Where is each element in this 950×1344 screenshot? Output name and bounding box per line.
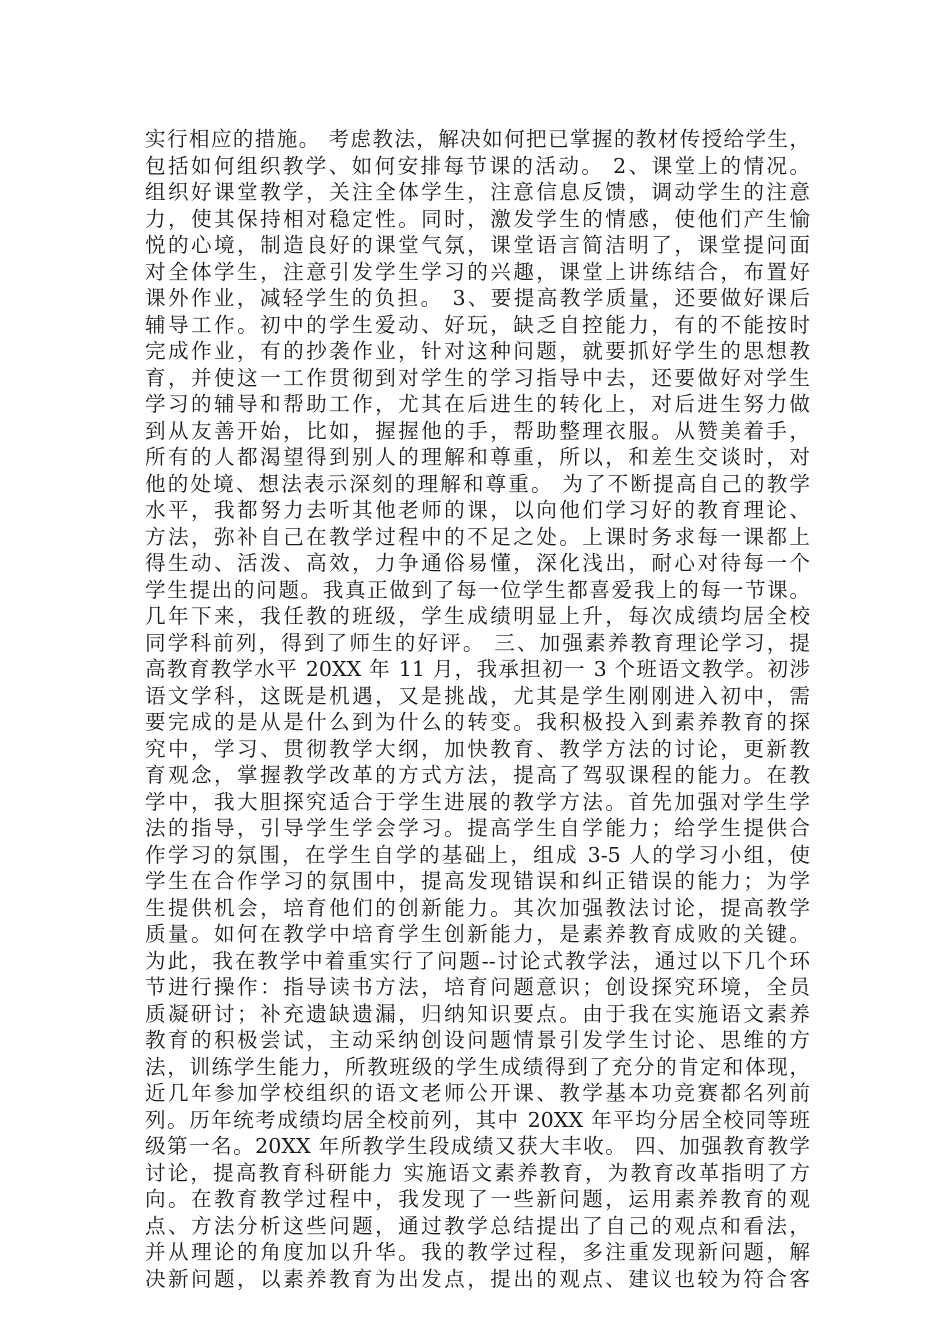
text-line: 学中，我大胆探究适合于学生进展的教学方法。首先加强对学生学 — [145, 789, 810, 814]
text-line: 同学科前列，得到了师生的好评。 三、加强素养教育理论学习，提 — [145, 630, 810, 655]
text-line: 语文学科，这既是机遇，又是挑战，尤其是学生刚刚进入初中，需 — [145, 683, 810, 708]
text-line: 育观念，掌握教学改革的方式方法，提高了驾驭课程的能力。在教 — [145, 763, 810, 787]
text-line: 学生提出的问题。我真正做到了每一位学生都喜爱我上的每一节课。 — [145, 577, 810, 602]
text-line: 生提供机会，培育他们的创新能力。其次加强教法讨论，提高教学 — [145, 895, 810, 920]
text-line: 悦的心境，制造良好的课堂气氛，课堂语言简洁明了，课堂提问面 — [145, 233, 810, 257]
text-line: 教育的积极尝试，主动采纳创设问题情景引发学生讨论、思维的方 — [145, 1028, 810, 1052]
text-line: 育，并使这一工作贯彻到对学生的学习指导中去，还要做好对学生 — [145, 365, 810, 390]
text-line: 到从友善开始，比如，握握他的手，帮助整理衣服。从赞美着手， — [145, 418, 810, 443]
text-line: 向。在教育教学过程中，我发现了一些新问题，运用素养教育的观 — [145, 1187, 810, 1211]
text-line: 水平，我都努力去听其他老师的课，以向他们学习好的教育理论、 — [145, 498, 810, 522]
body-text — [145, 126, 810, 1292]
text-line: 对全体学生，注意引发学生学习的兴趣，课堂上讲练结合，布置好 — [145, 259, 810, 284]
text-line: 包括如何组织教学、如何安排每节课的活动。 2、课堂上的情况。 — [145, 153, 810, 178]
text-line: 质量。如何在教学中培育学生创新能力，是素养教育成败的关键。 — [145, 922, 810, 946]
text-line: 力，使其保持相对稳定性。同时，激发学生的情感，使他们产生愉 — [145, 206, 810, 231]
text-line: 为此，我在教学中着重实行了问题--讨论式教学法，通过以下几个环 — [145, 948, 810, 973]
text-line: 讨论，提高教育科研能力 实施语文素养教育，为教育改革指明了方 — [145, 1160, 810, 1185]
text-line: 方法，弥补自己在教学过程中的不足之处。上课时务求每一课都上 — [145, 524, 810, 549]
text-line: 学习的辅导和帮助工作，尤其在后进生的转化上，对后进生努力做 — [145, 392, 810, 416]
text-line: 法，训练学生能力，所教班级的学生成绩得到了充分的肯定和体现， — [145, 1054, 810, 1079]
text-line: 质凝研讨；补充遗缺遗漏，归纳知识要点。由于我在实施语文素养 — [145, 1001, 810, 1026]
text-line: 几年下来，我任教的班级，学生成绩明显上升，每次成绩均居全校 — [145, 604, 810, 628]
text-line: 要完成的是从是什么到为什么的转变。我积极投入到素养教育的探 — [145, 710, 810, 734]
text-line: 法的指导，引导学生学会学习。提高学生自学能力；给学生提供合 — [145, 816, 810, 840]
text-line: 作学习的氛围，在学生自学的基础上，组成 3-5 人的学习小组，使 — [145, 842, 810, 867]
text-line: 高教育教学水平 20XX 年 11 月，我承担初一 3 个班语文教学。初涉 — [145, 657, 810, 681]
text-line: 学生在合作学习的氛围中，提高发现错误和纠正错误的能力；为学 — [145, 869, 810, 893]
text-line: 决新问题，以素养教育为出发点，提出的观点、建议也较为符合客 — [145, 1266, 810, 1291]
text-line: 究中，学习、贯彻教学大纲，加快教育、教学方法的讨论，更新教 — [145, 736, 810, 761]
text-line: 节进行操作：指导读书方法，培育问题意识；创设探究环境，全员 — [145, 975, 810, 999]
text-line: 他的处境、想法表示深刻的理解和尊重。 为了不断提高自己的教学 — [145, 471, 810, 496]
text-line: 并从理论的角度加以升华。我的教学过程，多注重发现新问题，解 — [145, 1240, 810, 1264]
text-line: 辅导工作。初中的学生爱动、好玩，缺乏自控能力，有的不能按时 — [145, 312, 810, 337]
text-line: 级第一名。20XX 年所教学生段成绩又获大丰收。 四、加强教育教学 — [145, 1134, 810, 1158]
text-line: 课外作业，减轻学生的负担。 3、要提高教学质量，还要做好课后 — [145, 286, 810, 310]
text-line: 组织好课堂教学，关注全体学生，注意信息反馈，调动学生的注意 — [145, 180, 810, 204]
text-line: 所有的人都渴望得到别人的理解和尊重，所以，和差生交谈时，对 — [145, 445, 810, 469]
text-line: 近几年参加学校组织的语文老师公开课、教学基本功竞赛都名列前 — [145, 1081, 810, 1105]
text-line: 点、方法分析这些问题，通过教学总结提出了自己的观点和看法， — [145, 1213, 810, 1238]
text-line: 列。历年统考成绩均居全校前列，其中 20XX 年平均分居全校同等班 — [145, 1107, 810, 1132]
text-line: 得生动、活泼、高效，力争通俗易懂，深化浅出，耐心对待每一个 — [145, 551, 810, 575]
text-line: 完成作业，有的抄袭作业，针对这种问题，就要抓好学生的思想教 — [145, 339, 810, 363]
text-line: 实行相应的措施。 考虑教法，解决如何把已掌握的教材传授给学生， — [145, 127, 810, 151]
